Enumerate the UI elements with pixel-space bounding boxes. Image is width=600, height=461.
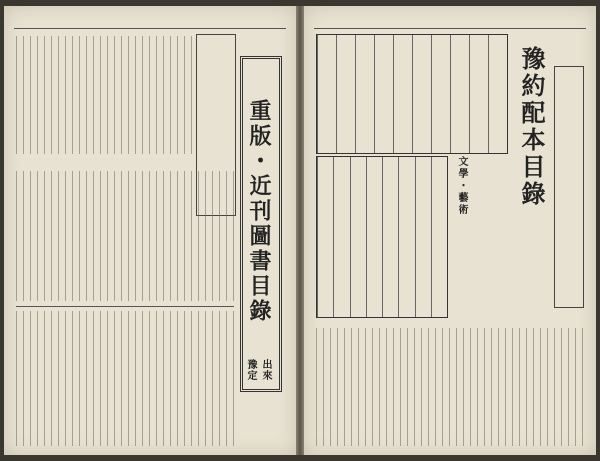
left-page (4, 6, 296, 455)
section-label: 文學・藝術 (456, 156, 467, 216)
listing-block-2 (16, 311, 234, 446)
lower-table (316, 156, 448, 318)
notes-block (316, 328, 586, 446)
intro-text-block (16, 36, 192, 154)
right-page (304, 6, 596, 455)
left-divider (16, 306, 234, 307)
listing-block-1 (16, 171, 234, 301)
feature-note: 出來豫定 (245, 359, 271, 381)
feature-title-box (240, 56, 282, 392)
feature-title: 重版・近刊圖書目錄 (246, 99, 272, 324)
right-page-header (314, 14, 586, 29)
gutter (296, 6, 304, 455)
upper-table (316, 34, 508, 154)
main-title-side-box (554, 66, 584, 308)
main-title: 豫約配本目錄 (517, 46, 546, 208)
left-page-header (14, 14, 286, 29)
